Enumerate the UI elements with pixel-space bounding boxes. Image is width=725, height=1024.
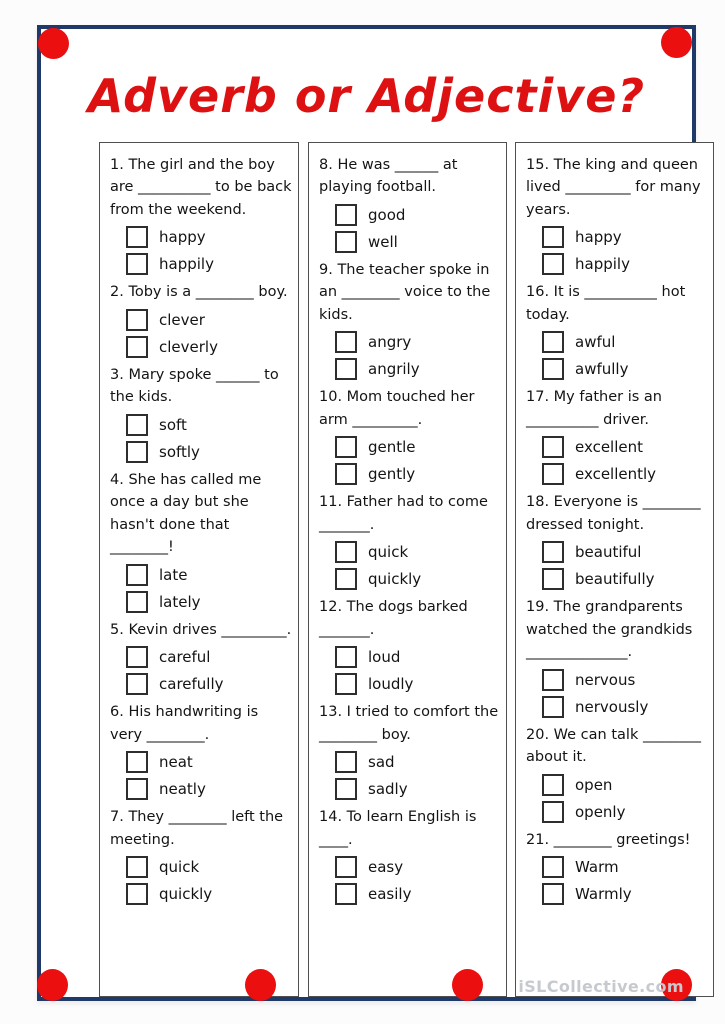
answer-option-label: beautifully	[575, 570, 655, 589]
answer-option-label: softly	[159, 442, 200, 461]
answer-option	[126, 646, 292, 668]
question-text: 6. His handwriting is very ________.	[110, 704, 259, 743]
question-block	[110, 154, 292, 275]
answer-option-label: careful	[159, 648, 211, 667]
question-text: 10. Mom touched her arm _________.	[319, 389, 475, 428]
answer-option-label: beautiful	[575, 543, 642, 562]
answer-option	[126, 883, 292, 905]
answer-option-label: well	[368, 232, 398, 251]
question-text: 9. The teacher spoke in an ________ voice to the kids.	[319, 261, 491, 323]
answer-option-label: clever	[159, 310, 205, 329]
question-text: 20. We can talk ________ about it.	[526, 726, 701, 766]
answer-option-label: quickly	[159, 885, 213, 904]
answer-option-label: happy	[575, 228, 622, 247]
question-block	[526, 724, 707, 823]
answer-checkbox[interactable]	[126, 856, 148, 878]
answer-option-label: open	[575, 775, 613, 794]
question-text: 7. They ________ left the meeting.	[110, 809, 284, 848]
question-text: 2. Toby is a ________ boy.	[110, 284, 288, 301]
answer-option	[542, 331, 707, 353]
question-text: 8. He was ______ at playing football.	[319, 157, 458, 196]
answer-option	[335, 463, 500, 485]
answer-checkbox[interactable]	[126, 673, 148, 695]
answer-checkbox[interactable]	[542, 696, 564, 718]
question-text: 18. Everyone is ________ dressed tonight.	[526, 494, 701, 533]
red-dot-bottom-1	[37, 969, 68, 1001]
worksheet-column-2	[308, 142, 507, 997]
question-text: 1. The girl and the boy are __________ to be back from the weekend.	[110, 157, 292, 218]
answer-option-label: quick	[368, 543, 409, 562]
answer-option	[335, 358, 500, 380]
answer-checkbox[interactable]	[335, 856, 357, 878]
answer-option	[542, 436, 707, 458]
answer-option	[542, 801, 707, 823]
answer-checkbox[interactable]	[542, 358, 564, 380]
answer-option	[126, 309, 292, 331]
answer-option	[126, 336, 292, 358]
answer-option	[335, 231, 500, 253]
answer-checkbox[interactable]	[335, 463, 357, 485]
answer-checkbox[interactable]	[335, 751, 357, 773]
worksheet-column-3	[515, 142, 714, 997]
question-block	[110, 364, 292, 463]
answer-option-label: excellent	[575, 438, 644, 457]
red-dot-top-left	[38, 28, 69, 59]
question-text: 5. Kevin drives _________.	[110, 621, 292, 638]
answer-option-label: soft	[159, 415, 187, 434]
answer-option	[335, 331, 500, 353]
question-block	[110, 469, 292, 613]
answer-option	[126, 778, 292, 800]
answer-option	[542, 669, 707, 691]
answer-checkbox[interactable]	[126, 883, 148, 905]
answer-checkbox[interactable]	[126, 591, 148, 613]
answer-checkbox[interactable]	[126, 226, 148, 248]
question-block	[319, 491, 500, 590]
question-block	[110, 281, 292, 357]
answer-option-label: quick	[159, 858, 200, 877]
worksheet-page	[37, 25, 701, 1001]
answer-option	[542, 856, 707, 878]
red-dot-bottom-2	[245, 969, 276, 1001]
answer-checkbox[interactable]	[542, 463, 564, 485]
answer-option	[126, 564, 292, 586]
question-block	[526, 829, 707, 905]
answer-option-label: Warmly	[575, 885, 632, 904]
answer-option-label: gentle	[368, 438, 416, 457]
answer-option	[542, 541, 707, 563]
answer-option-label: neatly	[159, 780, 206, 799]
answer-option	[126, 856, 292, 878]
answer-option-label: carefully	[159, 675, 224, 694]
answer-option	[335, 646, 500, 668]
answer-checkbox[interactable]	[335, 646, 357, 668]
answer-option-label: loudly	[368, 675, 414, 694]
answer-option-label: loud	[368, 648, 401, 667]
question-text: 15. The king and queen lived _________ for many years.	[526, 157, 701, 218]
question-block	[526, 386, 707, 485]
answer-option-label: sad	[368, 753, 395, 772]
answer-checkbox[interactable]	[126, 441, 148, 463]
answer-option	[542, 568, 707, 590]
answer-option	[335, 883, 500, 905]
answer-option	[542, 774, 707, 796]
islcollective-watermark: iSLCollective.com	[518, 977, 684, 996]
question-block	[110, 619, 292, 695]
question-block	[319, 701, 500, 800]
answer-checkbox[interactable]	[126, 414, 148, 436]
question-text: 13. I tried to comfort the ________ boy.	[319, 704, 499, 743]
answer-checkbox[interactable]	[126, 646, 148, 668]
answer-checkbox[interactable]	[542, 568, 564, 590]
answer-option-label: lately	[159, 592, 201, 611]
answer-option-label: awfully	[575, 360, 629, 379]
answer-checkbox[interactable]	[335, 358, 357, 380]
answer-option-label: nervous	[575, 670, 636, 689]
answer-checkbox[interactable]	[335, 778, 357, 800]
answer-option	[335, 778, 500, 800]
answer-option-label: happily	[575, 255, 630, 274]
question-text: 4. She has called me once a day but she hasn't done that ________!	[110, 471, 262, 556]
question-text: 3. Mary spoke ______ to the kids.	[110, 366, 279, 406]
answer-option-label: openly	[575, 802, 626, 821]
answer-checkbox[interactable]	[542, 801, 564, 823]
answer-option-label: happy	[159, 228, 206, 247]
answer-checkbox[interactable]	[542, 669, 564, 691]
question-block	[319, 259, 500, 380]
answer-option	[335, 541, 500, 563]
question-text: 19. The grandparents watched the grandkids ______________.	[526, 599, 693, 661]
question-text: 11. Father had to come _______.	[319, 494, 488, 533]
question-text: 16. It is __________ hot today.	[526, 284, 686, 323]
answer-option-label: neat	[159, 753, 193, 772]
answer-checkbox[interactable]	[126, 778, 148, 800]
answer-checkbox[interactable]	[335, 204, 357, 226]
answer-option	[335, 673, 500, 695]
answer-option	[542, 253, 707, 275]
answer-option-label: happily	[159, 255, 214, 274]
answer-checkbox[interactable]	[126, 751, 148, 773]
answer-option-label: gently	[368, 465, 416, 484]
answer-checkbox[interactable]	[542, 856, 564, 878]
answer-checkbox[interactable]	[335, 673, 357, 695]
question-text: 14. To learn English is ____.	[319, 809, 477, 848]
answer-option-label: angrily	[368, 360, 420, 379]
answer-option	[335, 856, 500, 878]
answer-checkbox[interactable]	[126, 564, 148, 586]
answer-option	[126, 253, 292, 275]
answer-checkbox[interactable]	[542, 883, 564, 905]
answer-option-label: sadly	[368, 780, 408, 799]
answer-checkbox[interactable]	[542, 541, 564, 563]
question-block	[526, 596, 707, 717]
answer-option	[542, 883, 707, 905]
answer-option	[335, 436, 500, 458]
answer-option	[542, 226, 707, 248]
answer-option	[542, 696, 707, 718]
question-block	[319, 154, 500, 253]
answer-option	[126, 226, 292, 248]
answer-checkbox[interactable]	[335, 541, 357, 563]
question-block	[110, 701, 292, 800]
question-block	[526, 154, 707, 275]
answer-option-label: easy	[368, 858, 404, 877]
answer-option-label: easily	[368, 885, 412, 904]
answer-option-label: Warm	[575, 858, 619, 877]
answer-checkbox[interactable]	[126, 309, 148, 331]
question-block	[319, 386, 500, 485]
answer-option-label: quickly	[368, 570, 422, 589]
answer-option	[126, 751, 292, 773]
question-text: 21. ________ greetings!	[526, 831, 691, 848]
red-dot-top-right	[661, 27, 692, 58]
answer-checkbox[interactable]	[542, 253, 564, 275]
answer-option	[126, 591, 292, 613]
question-block	[319, 806, 500, 905]
answer-checkbox[interactable]	[335, 231, 357, 253]
answer-option-label: excellently	[575, 465, 657, 484]
question-text: 12. The dogs barked _______.	[319, 599, 468, 638]
answer-checkbox[interactable]	[542, 226, 564, 248]
answer-option	[542, 463, 707, 485]
answer-option	[335, 568, 500, 590]
question-block	[526, 491, 707, 590]
answer-option	[542, 358, 707, 380]
answer-checkbox[interactable]	[335, 436, 357, 458]
answer-checkbox[interactable]	[126, 336, 148, 358]
answer-option-label: cleverly	[159, 337, 218, 356]
answer-option-label: awful	[575, 333, 616, 352]
question-block	[526, 281, 707, 380]
answer-checkbox[interactable]	[335, 568, 357, 590]
answer-option	[126, 441, 292, 463]
answer-checkbox[interactable]	[542, 331, 564, 353]
answer-option	[335, 204, 500, 226]
answer-checkbox[interactable]	[335, 883, 357, 905]
answer-option	[126, 673, 292, 695]
answer-option-label: late	[159, 565, 188, 584]
question-text: 17. My father is an __________ driver.	[526, 389, 662, 428]
answer-option-label: nervously	[575, 697, 649, 716]
question-block	[319, 596, 500, 695]
answer-option	[126, 414, 292, 436]
answer-option-label: good	[368, 205, 406, 224]
answer-checkbox[interactable]	[542, 774, 564, 796]
answer-checkbox[interactable]	[126, 253, 148, 275]
answer-checkbox[interactable]	[542, 436, 564, 458]
answer-checkbox[interactable]	[335, 331, 357, 353]
answer-option-label: angry	[368, 333, 412, 352]
question-block	[110, 806, 292, 905]
worksheet-column-1	[99, 142, 299, 997]
answer-option	[335, 751, 500, 773]
worksheet-title: Adverb or Adjective?	[87, 69, 646, 123]
red-dot-bottom-3	[452, 969, 483, 1001]
